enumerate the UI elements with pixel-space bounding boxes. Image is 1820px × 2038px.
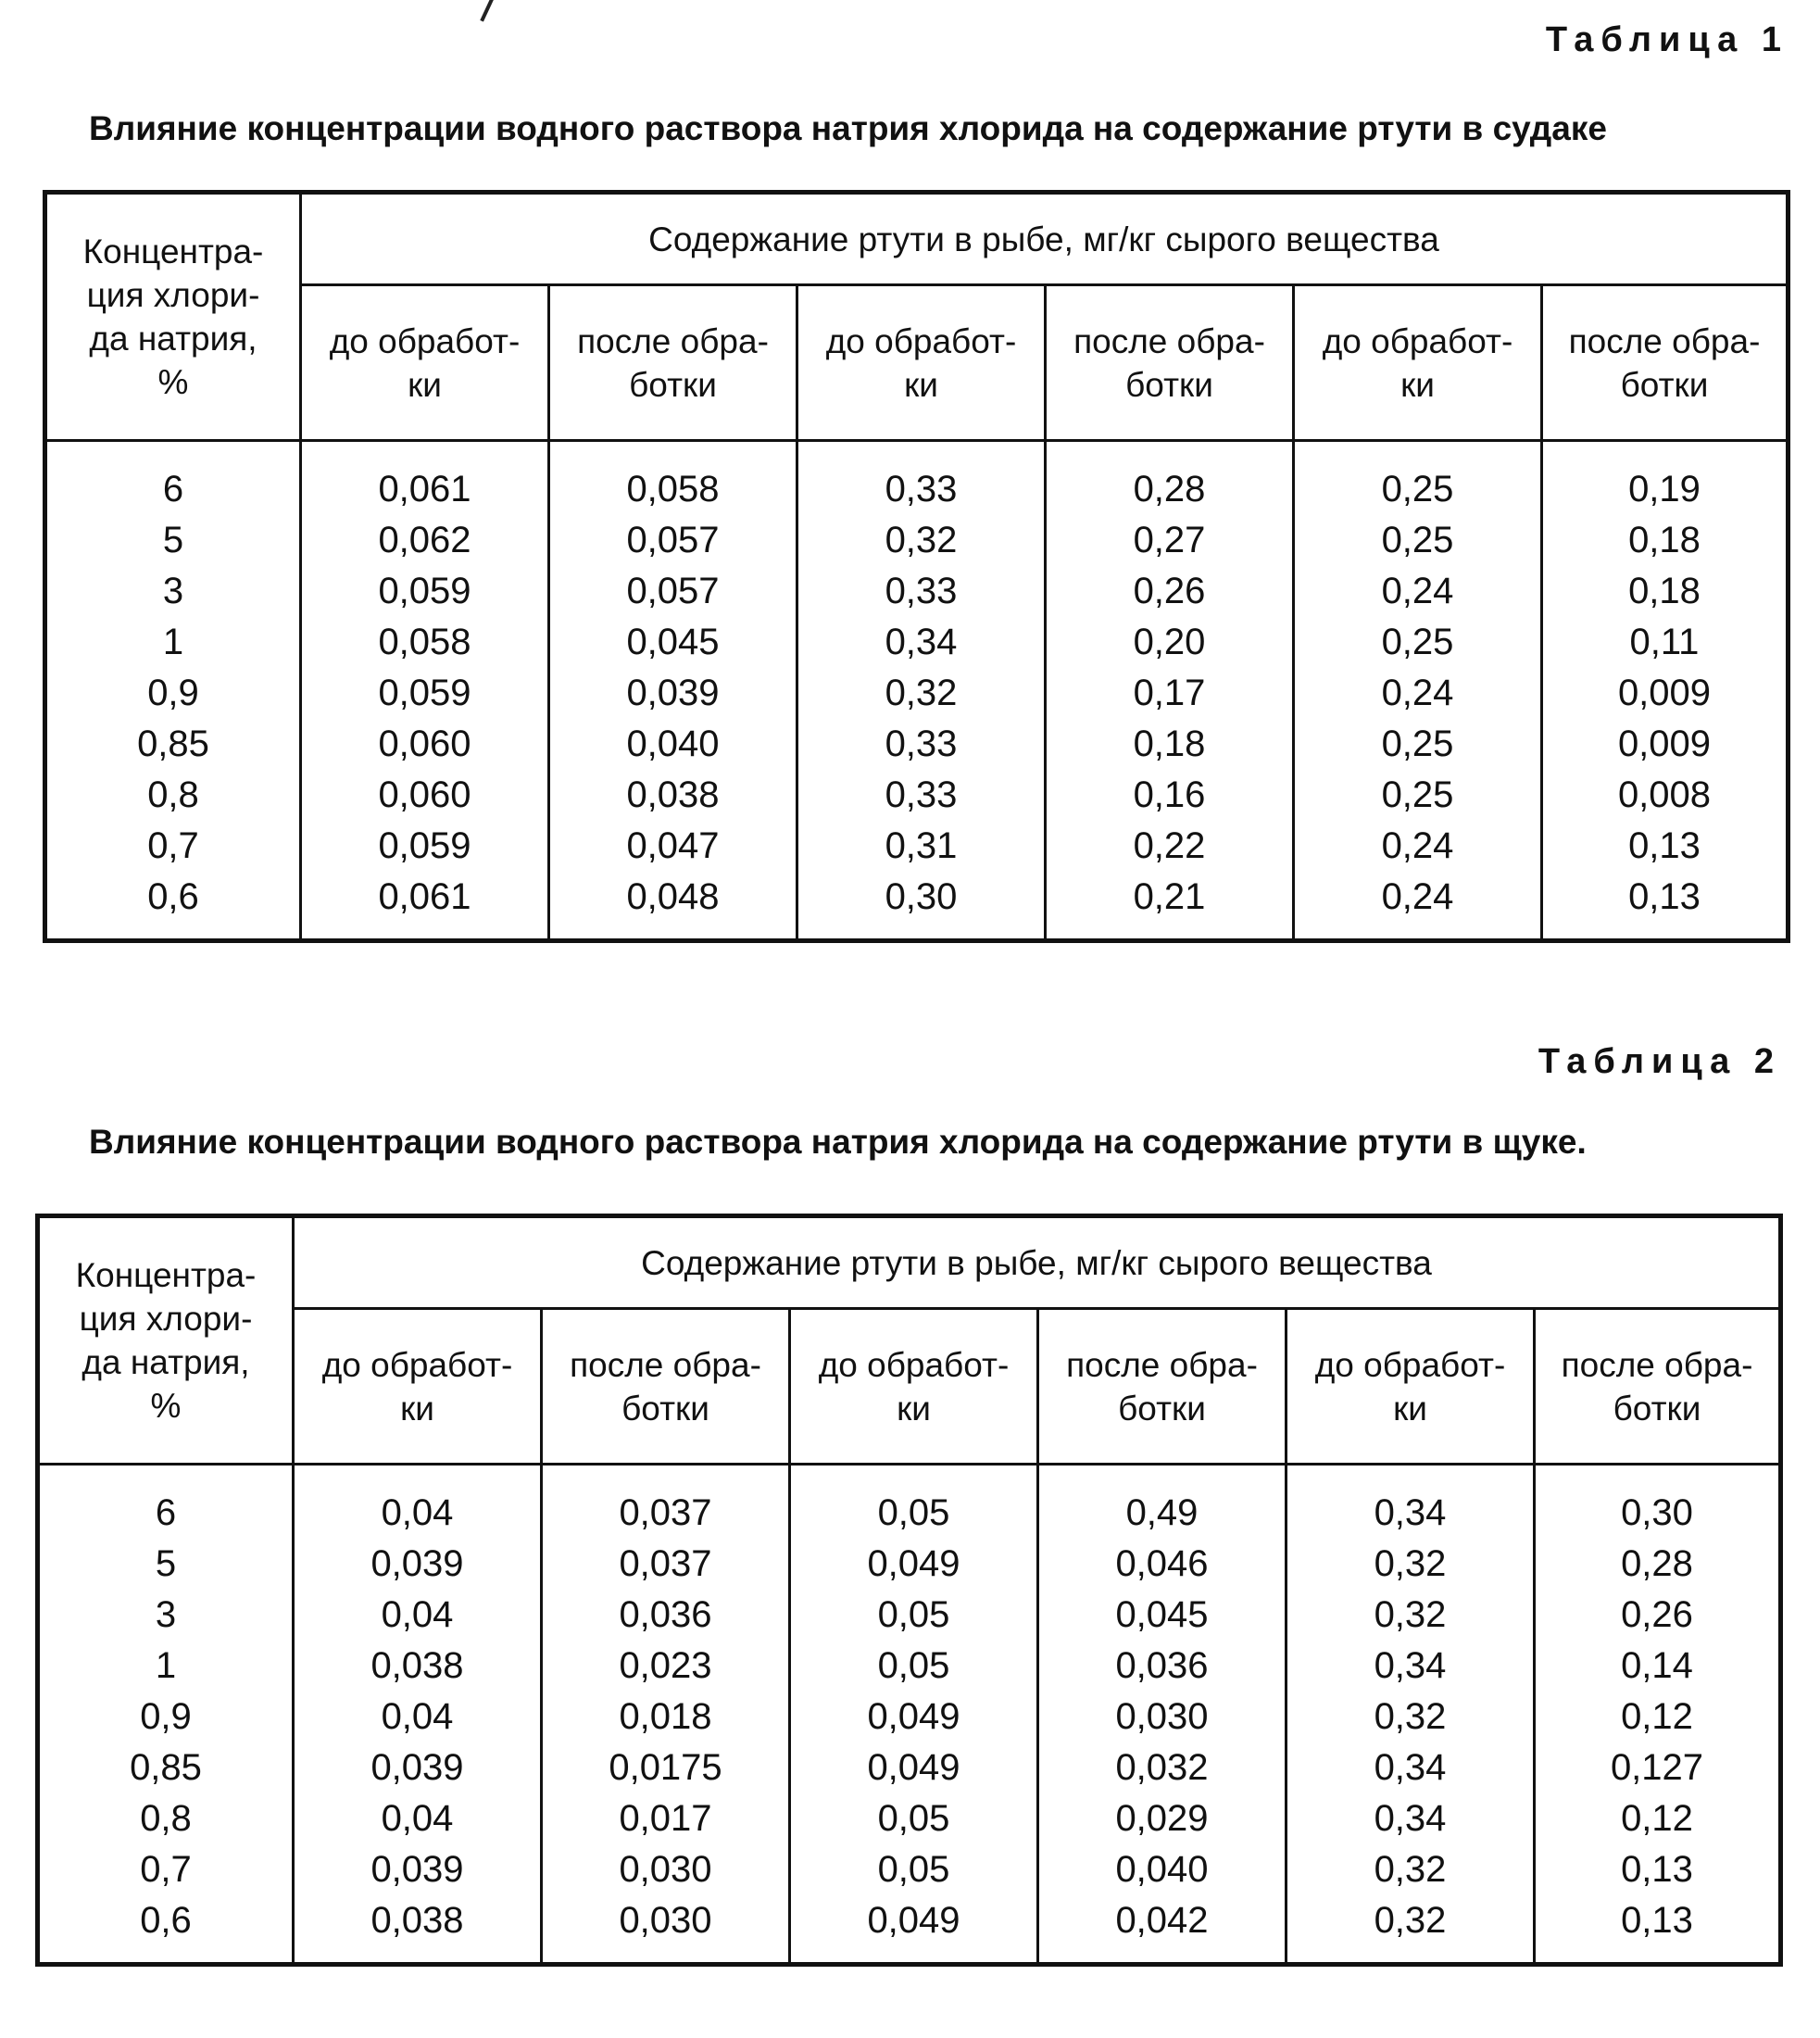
cell-value: 0,060 xyxy=(378,774,471,815)
cell-value: 0,04 xyxy=(381,1594,454,1635)
cell-value: 0,059 xyxy=(378,673,471,713)
value-column xyxy=(1535,1465,1781,1965)
value-column xyxy=(549,441,797,941)
cell-value: 0,32 xyxy=(1374,1900,1447,1941)
cell-value: 0,6 xyxy=(147,876,199,917)
cell-value: 0,11 xyxy=(1629,622,1700,662)
cell-value: 0,32 xyxy=(1374,1696,1447,1737)
cell-value: 0,28 xyxy=(1621,1543,1693,1584)
cell-value: 0,25 xyxy=(1381,622,1454,662)
cell-value: 0,9 xyxy=(147,673,199,713)
cell-value: 0,9 xyxy=(140,1696,192,1737)
cell-value: 0,25 xyxy=(1381,469,1454,510)
cell-value: 0,6 xyxy=(140,1900,192,1941)
cell-value: 0,12 xyxy=(1621,1798,1693,1839)
cell-value: 0,047 xyxy=(626,825,720,866)
cell-value: 0,04 xyxy=(381,1492,454,1533)
sub-header-after: после обра- ботки xyxy=(1535,1309,1781,1465)
cell-value: 0,13 xyxy=(1621,1900,1693,1941)
cell-value: 0,18 xyxy=(1628,571,1701,611)
cell-value: 0,05 xyxy=(877,1645,950,1686)
value-column xyxy=(1287,1465,1535,1965)
header-line: да натрия, xyxy=(82,1343,250,1381)
cell-value: 0,33 xyxy=(885,469,958,510)
cell-value: 0,26 xyxy=(1133,571,1206,611)
header-line: ция хлори- xyxy=(79,1300,253,1338)
cell-value: 0,31 xyxy=(885,825,958,866)
header-line: % xyxy=(150,1387,182,1425)
cell-value: 0,85 xyxy=(137,723,209,764)
cell-value: 0,27 xyxy=(1133,520,1206,560)
cell-value: 0,05 xyxy=(877,1594,950,1635)
cell-value: 0,22 xyxy=(1133,825,1206,866)
cell-value: 0,24 xyxy=(1381,571,1454,611)
header-line: Концентра- xyxy=(82,233,264,270)
cell-value: 0,049 xyxy=(867,1900,960,1941)
cell-value: 0,34 xyxy=(1374,1747,1447,1788)
cell-value: 0,018 xyxy=(619,1696,712,1737)
cell-value: 0,008 xyxy=(1617,774,1712,815)
cell-value: 0,058 xyxy=(626,469,720,510)
cell-value: 0,25 xyxy=(1381,723,1454,764)
cell-value: 0,05 xyxy=(877,1492,950,1533)
cell-value: 0,18 xyxy=(1133,723,1206,764)
cell-value: 0,32 xyxy=(1374,1543,1447,1584)
cell-value: 0,037 xyxy=(619,1492,712,1533)
table-2 xyxy=(35,1214,1783,1967)
cell-value: 0,32 xyxy=(1374,1849,1447,1890)
cell-value: 0,7 xyxy=(140,1849,192,1890)
cell-value: 6 xyxy=(162,469,184,510)
value-column xyxy=(542,1465,790,1965)
cell-value: 0,12 xyxy=(1621,1696,1693,1737)
mercury-content-header: Содержание ртути в рыбе, мг/кг сырого вещества xyxy=(294,1216,1781,1309)
cell-value: 0,036 xyxy=(1115,1645,1209,1686)
cell-value: 0,009 xyxy=(1617,673,1712,713)
cell-value: 0,28 xyxy=(1133,469,1206,510)
header-line: ция хлори- xyxy=(86,276,260,314)
cell-value: 0,24 xyxy=(1381,825,1454,866)
sub-header-after: после обра- ботки xyxy=(1542,285,1789,441)
value-column xyxy=(790,1465,1038,1965)
concentration-header xyxy=(38,1216,294,1465)
cell-value: 0,060 xyxy=(378,723,471,764)
cell-value: 0,059 xyxy=(378,825,471,866)
cell-value: 0,24 xyxy=(1381,673,1454,713)
cell-value: 0,036 xyxy=(619,1594,712,1635)
cell-value: 0,009 xyxy=(1617,723,1712,764)
cell-value: 0,04 xyxy=(381,1696,454,1737)
cell-value: 0,30 xyxy=(885,876,958,917)
cell-value: 0,030 xyxy=(1115,1696,1209,1737)
cell-value: 0,8 xyxy=(140,1798,192,1839)
cell-value: 0,0175 xyxy=(609,1747,722,1788)
cell-value: 0,21 xyxy=(1133,876,1206,917)
table-1-title: Влияние концентрации водного раствора натрия хлорида на содержание ртути в судаке xyxy=(89,109,1607,147)
cell-value: 0,24 xyxy=(1381,876,1454,917)
value-column xyxy=(1046,441,1294,941)
concentration-column xyxy=(45,441,301,941)
cell-value: 0,17 xyxy=(1133,673,1206,713)
cell-value: 1 xyxy=(155,1645,177,1686)
cell-value: 3 xyxy=(162,571,184,611)
cell-value: 0,127 xyxy=(1610,1747,1704,1788)
cell-value: 0,049 xyxy=(867,1747,960,1788)
cell-value: 0,062 xyxy=(378,520,471,560)
cell-value: 0,038 xyxy=(370,1900,464,1941)
cell-value: 0,058 xyxy=(378,622,471,662)
cell-value: 0,33 xyxy=(885,723,958,764)
cell-value: 0,038 xyxy=(626,774,720,815)
cell-value: 0,8 xyxy=(147,774,199,815)
cell-value: 0,20 xyxy=(1133,622,1206,662)
sub-header-after: после обра- ботки xyxy=(1038,1309,1287,1465)
sub-header-before: до обработ- ки xyxy=(1287,1309,1535,1465)
cell-value: 0,04 xyxy=(381,1798,454,1839)
sub-header-after: после обра- ботки xyxy=(542,1309,790,1465)
cell-value: 0,030 xyxy=(619,1849,712,1890)
cell-value: 0,057 xyxy=(626,571,720,611)
cell-value: 0,017 xyxy=(619,1798,712,1839)
cell-value: 0,032 xyxy=(1115,1747,1209,1788)
cell-value: 0,33 xyxy=(885,774,958,815)
cell-value: 0,057 xyxy=(626,520,720,560)
cell-value: 0,34 xyxy=(1374,1798,1447,1839)
cell-value: 0,32 xyxy=(1374,1594,1447,1635)
cell-value: 0,18 xyxy=(1628,520,1701,560)
table-1-label: Таблица 1 xyxy=(1545,20,1789,59)
cell-value: 0,045 xyxy=(1115,1594,1209,1635)
cell-value: 0,14 xyxy=(1621,1645,1693,1686)
cell-value: 0,25 xyxy=(1381,520,1454,560)
sub-header-before: до обработ- ки xyxy=(301,285,549,441)
cell-value: 0,029 xyxy=(1115,1798,1209,1839)
cell-value: 0,030 xyxy=(619,1900,712,1941)
cell-value: 0,023 xyxy=(619,1645,712,1686)
table-2-label: Таблица 2 xyxy=(1538,1042,1781,1081)
cell-value: 0,19 xyxy=(1628,469,1701,510)
concentration-column xyxy=(38,1465,294,1965)
sub-header-before: до обработ- ки xyxy=(294,1309,542,1465)
sub-header-before: до обработ- ки xyxy=(1294,285,1542,441)
cell-value: 3 xyxy=(155,1594,177,1635)
mercury-content-header: Содержание ртути в рыбе, мг/кг сырого вещества xyxy=(301,193,1789,285)
concentration-header xyxy=(45,193,301,441)
table-2-title: Влияние концентрации водного раствора натрия хлорида на содержание ртути в щуке. xyxy=(89,1123,1587,1161)
cell-value: 0,061 xyxy=(378,469,471,510)
cell-value: 0,26 xyxy=(1621,1594,1693,1635)
cell-value: 0,049 xyxy=(867,1696,960,1737)
cell-value: 0,05 xyxy=(877,1849,950,1890)
value-column xyxy=(797,441,1046,941)
cell-value: 0,13 xyxy=(1628,876,1701,917)
cell-value: 0,16 xyxy=(1133,774,1206,815)
sub-header-after: после обра- ботки xyxy=(549,285,797,441)
cell-value: 0,037 xyxy=(619,1543,712,1584)
cell-value: 0,045 xyxy=(626,622,720,662)
cell-value: 0,7 xyxy=(147,825,199,866)
cell-value: 0,038 xyxy=(370,1645,464,1686)
cell-value: 0,30 xyxy=(1621,1492,1693,1533)
cell-value: 0,040 xyxy=(1115,1849,1209,1890)
cell-value: 0,34 xyxy=(1374,1492,1447,1533)
cell-value: 0,039 xyxy=(626,673,720,713)
value-column xyxy=(301,441,549,941)
sub-header-after: после обра- ботки xyxy=(1046,285,1294,441)
header-line: % xyxy=(157,363,189,401)
cell-value: 5 xyxy=(162,520,184,560)
cell-value: 0,13 xyxy=(1628,825,1701,866)
value-column xyxy=(1542,441,1789,941)
cell-value: 0,049 xyxy=(867,1543,960,1584)
table-1 xyxy=(43,190,1790,943)
cell-value: 0,32 xyxy=(885,673,958,713)
cell-value: 0,13 xyxy=(1621,1849,1693,1890)
cell-value: 0,042 xyxy=(1115,1900,1209,1941)
sub-header-before: до обработ- ки xyxy=(790,1309,1038,1465)
cell-value: 0,039 xyxy=(370,1747,464,1788)
cell-value: 0,25 xyxy=(1381,774,1454,815)
cell-value: 0,059 xyxy=(378,571,471,611)
cell-value: 0,34 xyxy=(1374,1645,1447,1686)
cell-value: 0,32 xyxy=(885,520,958,560)
cell-value: 0,05 xyxy=(877,1798,950,1839)
cell-value: 0,039 xyxy=(370,1849,464,1890)
cell-value: 0,33 xyxy=(885,571,958,611)
cell-value: 0,046 xyxy=(1115,1543,1209,1584)
cell-value: 0,040 xyxy=(626,723,720,764)
cell-value: 0,85 xyxy=(130,1747,202,1788)
value-column xyxy=(1294,441,1542,941)
cell-value: 0,039 xyxy=(370,1543,464,1584)
cell-value: 5 xyxy=(155,1543,177,1584)
value-column xyxy=(294,1465,542,1965)
cell-value: 0,49 xyxy=(1125,1492,1199,1533)
cell-value: 0,048 xyxy=(626,876,720,917)
pen-mark xyxy=(480,0,494,22)
cell-value: 6 xyxy=(155,1492,177,1533)
header-line: да натрия, xyxy=(89,320,257,358)
value-column xyxy=(1038,1465,1287,1965)
sub-header-before: до обработ- ки xyxy=(797,285,1046,441)
cell-value: 1 xyxy=(162,622,184,662)
cell-value: 0,34 xyxy=(885,622,958,662)
header-line: Концентра- xyxy=(75,1256,257,1294)
cell-value: 0,061 xyxy=(378,876,471,917)
